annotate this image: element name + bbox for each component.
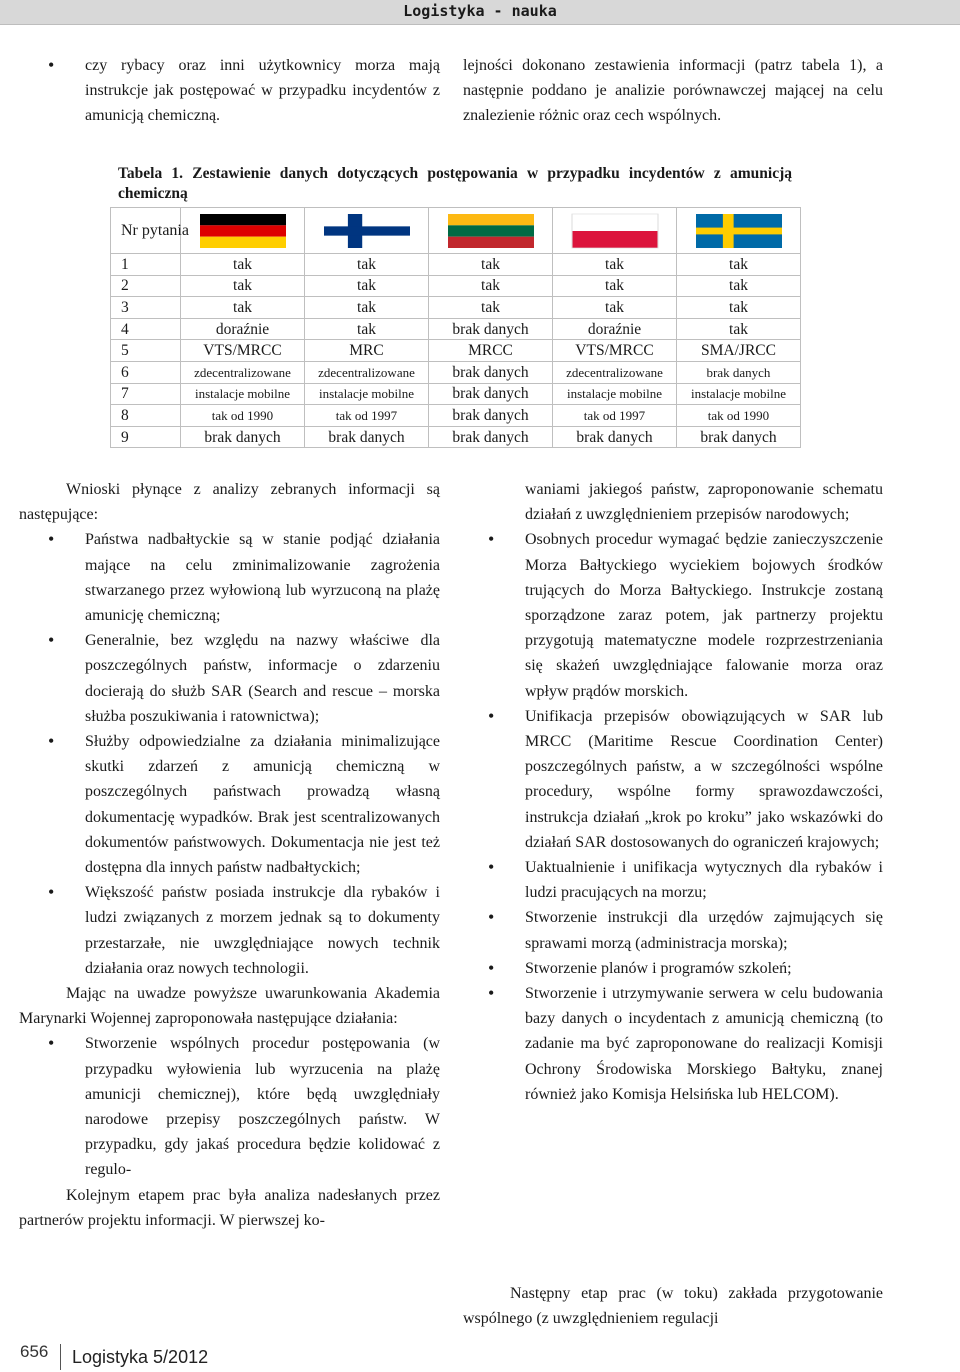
table-cell: tak <box>553 297 677 319</box>
left-column <box>19 477 440 1233</box>
comparison-table <box>110 207 801 448</box>
table-row <box>111 318 801 340</box>
right-column <box>485 477 883 1107</box>
table-cell: brak danych <box>677 361 801 383</box>
table-cell: tak <box>429 254 553 276</box>
top-left-column <box>45 53 440 129</box>
flag-sweden-icon <box>696 214 782 248</box>
list-item: • Stworzenie i utrzymywanie serwera w celu budowania bazy danych o incydentach z amunicją chemiczną (to zadanie ma być zaproponowane do realizacji Komisji Ochrony Środowiska Morskiego Bałtyku, znanej również jako Komisja Helsińska lub HELCOM). <box>485 981 883 1107</box>
table-cell: tak <box>181 275 305 297</box>
list-item: • Uaktualnienie i unifikacja wytycznych dla rybaków i ludzi pracujących na morzu; <box>485 855 883 905</box>
table-cell: VTS/MRCC <box>553 340 677 362</box>
table-cell: 4 <box>111 318 181 340</box>
paragraph: lejności dokonano zestawienia informacji (patrz tabela 1), a następnie poddano je analizie porównawczej mającej na celu znalezienie różnic oraz cech wspólnych. <box>463 57 883 125</box>
table-cell: 8 <box>111 405 181 427</box>
table-cell: brak danych <box>429 426 553 448</box>
list-item: • Służby odpowiedzialne za działania minimalizujące skutki zdarzeń z amunicją chemiczną w poszczególnych państwach prowadzą własną dokumentację wypadków. Brak jest scentralizowanych dokumentów państwowych. Dokumentacja nie jest też dostępna dla innych państw nadbałtyckich; <box>45 729 440 880</box>
list-item: • Stworzenie instrukcji dla urzędów zajmujących się sprawami morzą (administracja morska); <box>485 905 883 955</box>
table-cell: tak od 1990 <box>677 405 801 427</box>
table-cell: zdecentralizowane <box>553 361 677 383</box>
table-cell: doraźnie <box>181 318 305 340</box>
table-cell: doraźnie <box>553 318 677 340</box>
table-cell: tak od 1997 <box>553 405 677 427</box>
table-cell: tak <box>677 297 801 319</box>
table-cell: zdecentralizowane <box>305 361 429 383</box>
table-cell: 9 <box>111 426 181 448</box>
table-cell: brak danych <box>305 426 429 448</box>
flag-cell <box>677 208 801 254</box>
table-row <box>111 361 801 383</box>
flag-poland-icon <box>572 214 658 248</box>
table-cell: VTS/MRCC <box>181 340 305 362</box>
table-cell: brak danych <box>429 318 553 340</box>
list-item: • Stworzenie planów i programów szkoleń; <box>485 956 883 981</box>
list-item: • czy rybacy oraz inni użytkownicy morza mają instrukcje jak postępować w przypadku incydentów z amunicją chemiczną. <box>45 53 440 129</box>
table-row <box>111 405 801 427</box>
top-right-column <box>463 53 883 129</box>
table-cell: instalacje mobilne <box>181 383 305 405</box>
table-cell: tak <box>305 254 429 276</box>
table-cell: zdecentralizowane <box>181 361 305 383</box>
flag-cell <box>429 208 553 254</box>
list-item: • Generalnie, bez względu na nazwy właściwe dla poszczególnych państw, informacje o zdarzeniu docierają do służb SAR (Search and rescue – morska służba poszukiwania i ratownictwa); <box>45 628 440 729</box>
table-cell: MRC <box>305 340 429 362</box>
table-cell: brak danych <box>677 426 801 448</box>
running-header <box>0 0 960 25</box>
comparison-table-block <box>110 164 800 448</box>
table-cell: tak <box>677 318 801 340</box>
page-number: 656 <box>20 1342 49 1361</box>
table-cell: 2 <box>111 275 181 297</box>
flag-cell <box>553 208 677 254</box>
flag-lithuania-icon <box>448 214 534 248</box>
journal-label: Logistyka 5/2012 <box>72 1347 209 1367</box>
table-cell: tak <box>305 275 429 297</box>
flag-cell <box>305 208 429 254</box>
paragraph: Następny etap prac (w toku) zakłada przygotowanie wspólnego (z uwzględnieniem regulacji <box>463 1285 883 1328</box>
table-row <box>111 275 801 297</box>
table-cell: tak <box>429 275 553 297</box>
table-cell: brak danych <box>429 361 553 383</box>
table-cell: tak <box>553 275 677 297</box>
table-cell: 6 <box>111 361 181 383</box>
table-cell: MRCC <box>429 340 553 362</box>
paragraph-intro: Wnioski płynące z analizy zebranych informacji są następujące: <box>19 481 440 524</box>
table-cell: tak <box>305 297 429 319</box>
table-cell: tak od 1990 <box>181 405 305 427</box>
table-row <box>111 426 801 448</box>
table-cell: SMA/JRCC <box>677 340 801 362</box>
flag-germany-icon <box>200 214 286 248</box>
table-cell: tak <box>181 254 305 276</box>
table-cell: tak <box>429 297 553 319</box>
table-row <box>111 297 801 319</box>
footer-divider <box>60 1344 61 1370</box>
list-item: • Osobnych procedur wymagać będzie zanieczyszczenie Morza Bałtyckiego wyciekiem bojowych środków trujących do Morza Bałtyckiego. Instrukcje zostaną sporządzone zaraz potem, jak partnerzy projektu przygotują matematyczne modele rozprzestrzeniania się skażeń uwzględniające falowanie morza oraz wpływ prądów morskich. <box>485 527 883 703</box>
list-item: • Państwa nadbałtyckie są w stanie podjąć działania mające na celu zminimalizowanie zagrożenia stwarzanego przez wyłowioną lub wyrzuconą na plażę amunicję chemiczną; <box>45 527 440 628</box>
table-row <box>111 254 801 276</box>
table-cell: brak danych <box>553 426 677 448</box>
table-cell: 1 <box>111 254 181 276</box>
table-cell: tak <box>305 318 429 340</box>
table-cell: tak <box>181 297 305 319</box>
paragraph: Kolejnym etapem prac była analiza nadesłanych przez partnerów projektu informacji. W pierwszej ko- <box>19 1186 440 1229</box>
right-column-end <box>463 1281 883 1331</box>
table-cell: brak danych <box>429 405 553 427</box>
table-cell: tak od 1997 <box>305 405 429 427</box>
list-item: • Większość państw posiada instrukcje dla rybaków i ludzi związanych z morzem jednak są to dokumenty przestarzałe, nie uwzględniające nowych technik działania oraz nowych technologii. <box>45 880 440 981</box>
flag-finland-icon <box>324 214 410 248</box>
list-item-continuation: waniami jakiegoś państw, zaproponowanie schematu działań z uwzględnieniem przepisów narodowych; <box>525 481 883 524</box>
table-cell: instalacje mobilne <box>305 383 429 405</box>
table-cell: instalacje mobilne <box>677 383 801 405</box>
table-row <box>111 383 801 405</box>
column-header-nr: Nr pytania <box>111 208 181 254</box>
list-item: • Stworzenie wspólnych procedur postępowania (w przypadku wyłowienia lub wyrzucenia na plażę amunicji chemicznej), które będą uwzględniały narodowe przepisy poszczególnych państw. W przypadku, gdy jakaś procedura będzie kolidować z regulo- <box>45 1031 440 1182</box>
table-caption: Tabela 1. Zestawienie danych dotyczących postępowania w przypadku incydentów z amunicją chemiczną <box>118 165 792 202</box>
table-cell: 3 <box>111 297 181 319</box>
table-header-row <box>111 208 801 254</box>
table-cell: 7 <box>111 383 181 405</box>
flag-cell <box>181 208 305 254</box>
list-item: • Unifikacja przepisów obowiązujących w SAR lub MRCC (Maritime Rescue Coordination Center) poszczególnych państw, a w szczególności wspólne procedury, wspólne formy sprawozdawczości, instrukcja działań „krok po kroku” jako wskazówki do działań SAR dostosowanych do ograniczeń krajowych; <box>485 704 883 855</box>
table-row <box>111 340 801 362</box>
table-cell: tak <box>553 254 677 276</box>
table-cell: instalacje mobilne <box>553 383 677 405</box>
table-cell: 5 <box>111 340 181 362</box>
table-cell: brak danych <box>181 426 305 448</box>
table-cell: tak <box>677 275 801 297</box>
header-title: Logistyka - nauka <box>403 2 557 20</box>
table-cell: brak danych <box>429 383 553 405</box>
table-cell: tak <box>677 254 801 276</box>
paragraph: Mając na uwadze powyższe uwarunkowania Akademia Marynarki Wojennej zaproponowała następujące działania: <box>19 985 440 1028</box>
